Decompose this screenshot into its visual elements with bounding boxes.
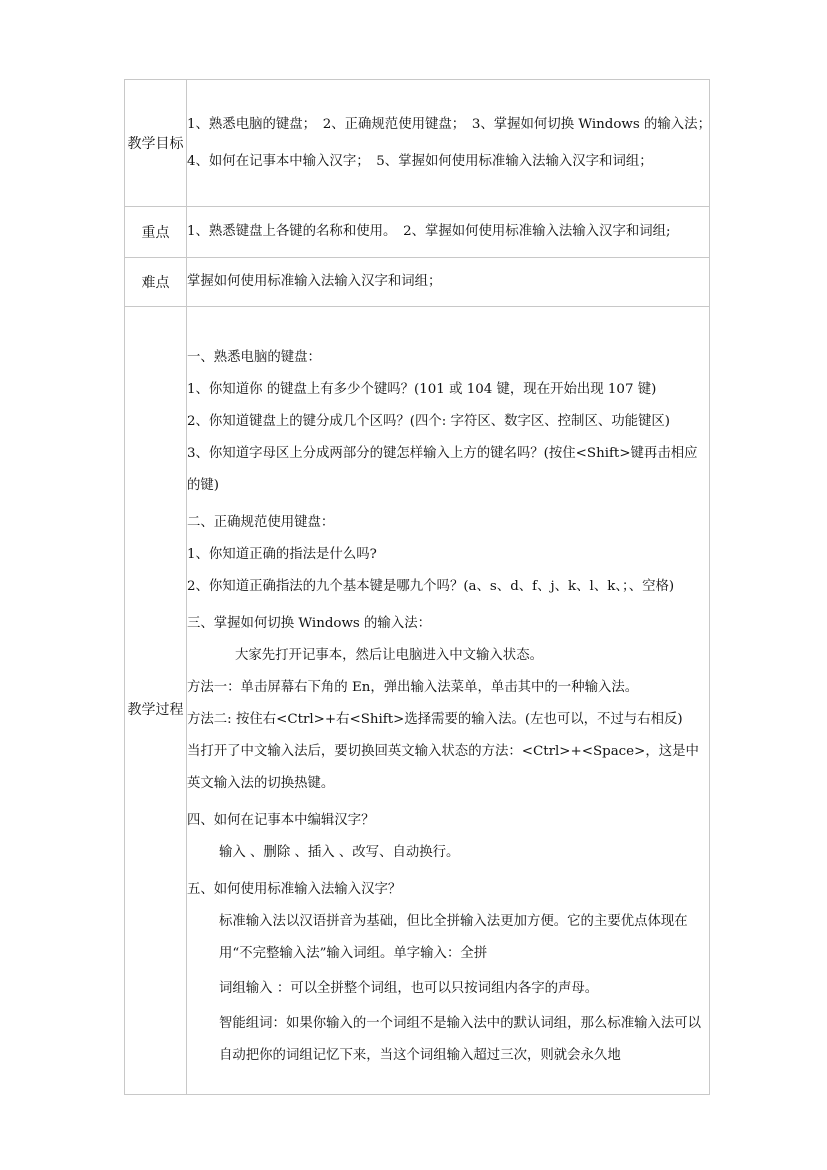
process-line-heading-4: 四、如何在记事本中编辑汉字？ — [187, 813, 375, 828]
row-teaching-process — [125, 307, 710, 1095]
process-line-heading-3: 三、掌握如何切换 Windows 的输入法： — [187, 616, 431, 631]
process-line: 大家先打开记事本，然后让电脑进入中文输入状态。 — [235, 648, 543, 663]
process-line-heading-2: 二、正确规范使用键盘： — [187, 515, 335, 530]
row-teaching-goals — [125, 80, 710, 207]
process-line: 1、你知道正确的指法是什么吗? — [187, 547, 377, 562]
label-difficulty: 难点 — [125, 258, 187, 307]
content-teaching-goals — [187, 80, 718, 207]
process-line: 3、你知道字母区上分成两部分的键怎样输入上方的键名吗？(按住<Shift>键再击相应的键) — [187, 446, 698, 493]
difficulty-text: 掌握如何使用标准输入法输入汉字和词组； — [187, 274, 442, 289]
row-difficulty — [125, 258, 710, 307]
lesson-plan-table — [124, 79, 718, 1095]
teaching-process-body — [187, 329, 709, 1072]
process-line: 1、你知道你 的键盘上有多少个键吗？(101 或 104 键，现在开始出现 107 键) — [187, 382, 657, 397]
process-line: 智能组词：如果你输入的一个词组不是输入法中的默认词组，那么标准输入法可以自动把你的词组记忆下来，当这个词组输入超过三次，则就会永久地 — [219, 1016, 702, 1063]
teaching-goals-text: 1、熟悉电脑的键盘； 2、正确规范使用键盘； 3、掌握如何切换 Windows 的输入法； 4、如何在记事本中输入汉字； 5、掌握如何使用标准输入法输入汉字和词组； — [187, 117, 718, 169]
process-line: 词组输入 ：可以全拼整个词组，也可以只按词组内各字的声母。 — [219, 981, 599, 996]
process-line-heading-1: 一、熟悉电脑的键盘： — [187, 350, 321, 365]
content-key-points — [187, 207, 710, 258]
label-teaching-goals: 教学目标 — [125, 80, 187, 207]
key-points-text: 1、熟悉键盘上各键的名称和使用。 2、掌握如何使用标准输入法输入汉字和词组; — [187, 224, 671, 239]
label-key-points: 重点 — [125, 207, 187, 258]
teaching-process-label: 教学过程 — [127, 701, 184, 718]
process-line: 方法二: 按住右<Ctrl>+右<Shift>选择需要的输入法。(左也可以，不过与右相反) — [187, 712, 683, 727]
process-line: 当打开了中文输入法后，要切换回英文输入状态的方法：<Ctrl>+<Space>，这是中英文输入法的切换热键。 — [187, 744, 699, 791]
process-line: 标准输入法以汉语拼音为基础，但比全拼输入法更加方便。它的主要优点体现在用“不完整输入法”输入词组。单字输入：全拼 — [219, 914, 688, 961]
row-key-points — [125, 207, 710, 258]
process-line: 输入 、删除 、插入 、改写、自动换行。 — [219, 845, 460, 860]
process-line: 方法一：单击屏幕右下角的 En，弹出输入法菜单，单击其中的一种输入法。 — [187, 680, 639, 695]
label-teaching-process — [125, 307, 187, 1095]
process-line-heading-5: 五、如何使用标准输入法输入汉字？ — [187, 882, 402, 897]
process-line: 2、你知道正确指法的九个基本键是哪九个吗？(a、s、d、f、j、k、l、k、；、空格) — [187, 579, 675, 594]
content-teaching-process — [187, 307, 710, 1095]
process-line: 2、你知道键盘上的键分成几个区吗？(四个: 字符区、数字区、控制区、功能键区) — [187, 414, 671, 429]
content-difficulty — [187, 258, 710, 307]
